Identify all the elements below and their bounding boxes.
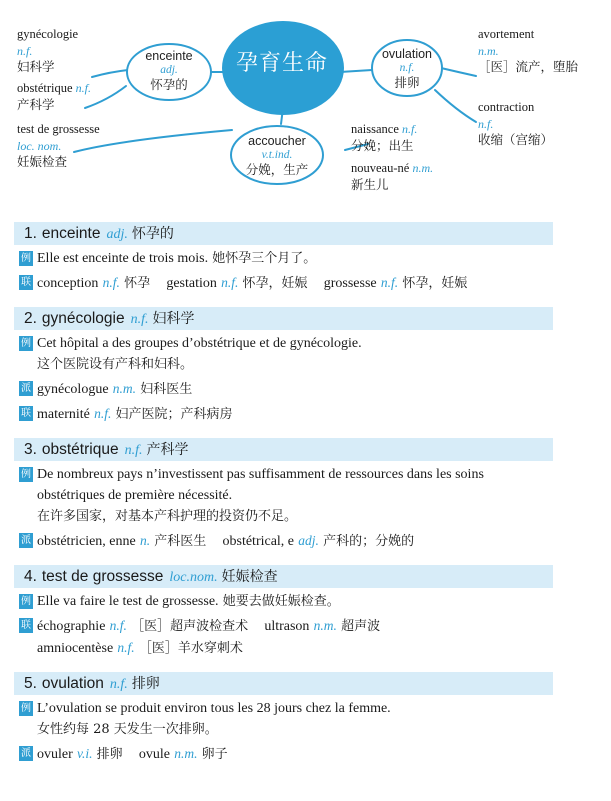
entry-header xyxy=(14,565,553,588)
derived-word: gynécologue xyxy=(37,382,109,397)
example-zh: 女性约每 28 天发生一次排卵。 xyxy=(37,722,218,737)
example-zh: 这个医院设有产科和妇科。 xyxy=(37,357,194,372)
bubble-pos: v.t.ind. xyxy=(261,149,293,161)
example-zh: 她要去做妊娠检查。 xyxy=(222,594,340,609)
entry-gynecologie xyxy=(0,307,611,425)
derived-zh: 产科的；分娩的 xyxy=(323,534,415,549)
entry-pos: n.f. xyxy=(124,443,143,458)
bubble-word: enceinte xyxy=(145,49,193,63)
derived-zh: 卵子 xyxy=(201,747,228,762)
related-zh: ［医］超声波检查术 xyxy=(131,619,249,634)
term-zh: 产科学 xyxy=(17,96,55,112)
entry-headword: gynécologie xyxy=(41,310,125,327)
related-zh: ［医］羊水穿刺术 xyxy=(138,641,243,656)
related-word: amniocentèse xyxy=(37,641,114,656)
bubble-pos: n.f. xyxy=(399,62,415,74)
entry-headword: test de grossesse xyxy=(41,568,164,585)
example-tag: 例 xyxy=(21,253,31,264)
related-pos: n.f. xyxy=(117,640,135,655)
example-fr: Elle va faire le test de grossesse. xyxy=(37,594,219,609)
term-word: naissance xyxy=(351,122,399,136)
example-row xyxy=(0,698,611,740)
connector-ovulation xyxy=(340,70,372,72)
example-row xyxy=(0,591,611,612)
derived-word: ovuler xyxy=(37,747,73,762)
entry-zh: 产科学 xyxy=(146,442,189,458)
center-title: 孕育生命 xyxy=(235,51,328,76)
entry-zh: 妇科学 xyxy=(152,311,195,327)
term-word: contraction xyxy=(478,100,535,114)
example-fr: Elle est enceinte de trois mois. xyxy=(37,251,209,266)
connector-left-mid xyxy=(85,86,126,108)
example-zh: 她怀孕三个月了。 xyxy=(212,251,317,266)
related-word: ultrason xyxy=(264,619,310,634)
example-tag: 例 xyxy=(21,469,31,480)
related-tag: 联 xyxy=(21,620,31,631)
derived-row xyxy=(0,743,611,765)
term-pos: n.f. xyxy=(75,81,92,95)
bubble-enceinte xyxy=(127,49,211,93)
term-word: avortement xyxy=(478,27,535,41)
entry-pos: adj. xyxy=(106,227,128,242)
term-pos: n.f. xyxy=(17,43,33,58)
entry-number: 3. xyxy=(24,441,37,458)
term-zh: 收缩（宫缩） xyxy=(478,132,554,147)
related-row xyxy=(0,272,611,294)
entry-number: 1. xyxy=(24,225,37,242)
derived-zh: 妇科医生 xyxy=(140,382,193,397)
entry-zh: 怀孕的 xyxy=(131,226,174,242)
entry-number: 4. xyxy=(24,568,37,585)
entry-headword: enceinte xyxy=(41,225,101,242)
related-pos: n.f. xyxy=(102,275,120,290)
bubble-ovulation xyxy=(372,47,442,91)
entry-enceinte xyxy=(0,222,611,294)
term-pos: n.f. xyxy=(402,122,418,136)
entry-obstetrique xyxy=(0,438,611,552)
example-row xyxy=(0,333,611,375)
related-zh: 怀孕，妊娠 xyxy=(242,276,308,291)
related-word: gestation xyxy=(166,276,217,291)
related-zh: 妇产医院；产科病房 xyxy=(115,407,233,422)
term-pos: n.f. xyxy=(478,116,494,131)
entry-pos: n.f. xyxy=(109,677,128,692)
right-term-contraction xyxy=(478,99,588,149)
derived-pos: n.m. xyxy=(174,746,198,761)
related-row xyxy=(0,403,611,425)
derived-pos: v.i. xyxy=(76,746,93,761)
term-zh: ［医］流产，堕胎 xyxy=(478,59,579,74)
connector-right-top xyxy=(441,68,476,76)
bubble-word: ovulation xyxy=(381,47,433,61)
entry-number: 2. xyxy=(24,310,37,327)
connector-right-mid xyxy=(435,90,476,122)
example-fr: L’ovulation se produit environ tous les 28 jours chez la femme. xyxy=(37,701,391,716)
example-tag: 例 xyxy=(21,596,31,607)
entry-pos: n.f. xyxy=(130,312,149,327)
related-zh: 怀孕 xyxy=(124,276,151,291)
left-term-test-de-grossesse xyxy=(17,121,107,171)
derived-pos: n. xyxy=(139,533,151,548)
related-zh: 怀孕，妊娠 xyxy=(402,276,468,291)
entry-header xyxy=(14,222,553,245)
entry-test-de-grossesse xyxy=(0,565,611,659)
derived-word: obstétricien, enne xyxy=(37,534,136,549)
bubble-pos: adj. xyxy=(160,64,178,76)
entry-number: 5. xyxy=(24,675,37,692)
derived-word: obstétrical, e xyxy=(222,534,295,549)
example-fr: Cet hôpital a des groupes d’obstétrique et de gynécologie. xyxy=(37,336,362,351)
entry-headword: ovulation xyxy=(41,675,104,692)
entry-pos: loc.nom. xyxy=(169,570,218,585)
bubble-zh: 怀孕的 xyxy=(150,77,188,92)
bubble-zh: 分娩，生产 xyxy=(245,162,309,177)
entry-headword: obstétrique xyxy=(41,441,119,458)
example-tag: 例 xyxy=(21,703,31,714)
related-pos: n.f. xyxy=(221,275,239,290)
entry-ovulation xyxy=(0,672,611,765)
term-zh: 妊娠检查 xyxy=(17,154,68,169)
related-word: grossesse xyxy=(323,276,377,291)
term-zh: 新生儿 xyxy=(351,176,389,192)
bubble-word: accoucher xyxy=(248,134,306,148)
term-word: test de grossesse xyxy=(17,122,100,136)
right-term-naissance xyxy=(351,121,461,154)
derived-pos: n.m. xyxy=(112,381,136,396)
entry-header xyxy=(14,672,553,695)
derived-pos: adj. xyxy=(298,533,319,548)
related-pos: n.m. xyxy=(313,618,337,633)
entry-zh: 妊娠检查 xyxy=(221,569,278,585)
entry-header xyxy=(14,307,553,330)
entry-zh: 排卵 xyxy=(131,676,160,692)
derived-row xyxy=(0,530,611,552)
derived-zh: 排卵 xyxy=(96,747,123,762)
related-pos: n.f. xyxy=(380,275,399,290)
term-pos: n.m. xyxy=(412,161,434,175)
term-word: obstétrique xyxy=(17,81,73,95)
example-row xyxy=(0,248,611,269)
left-term-gynecologie xyxy=(17,26,78,76)
term-zh: 妇科学 xyxy=(17,59,55,74)
example-fr-line-1: De nombreux pays n’investissent pas suffisamment de ressources dans les soins xyxy=(37,467,484,482)
derived-word: ovule xyxy=(138,747,170,762)
derived-tag: 派 xyxy=(21,383,31,394)
example-tag: 例 xyxy=(21,338,31,349)
term-pos: loc. nom. xyxy=(17,138,62,153)
related-word: maternité xyxy=(37,407,90,422)
related-row xyxy=(0,615,611,659)
left-term-obstetrique xyxy=(17,80,91,113)
derived-zh: 产科医生 xyxy=(154,534,207,549)
connector-left-top xyxy=(92,70,128,77)
example-fr-line-2: obstétriques de première nécessité. xyxy=(37,488,233,503)
mind-map xyxy=(0,0,611,205)
right-term-avortement xyxy=(478,26,588,76)
example-zh: 在许多国家，对基本产科护理的投资仍不足。 xyxy=(37,509,298,524)
term-zh: 分娩；出生 xyxy=(351,137,414,153)
vocabulary-entries xyxy=(0,222,611,778)
example-row xyxy=(0,464,611,527)
bubble-zh: 排卵 xyxy=(394,75,420,90)
related-pos: n.f. xyxy=(109,618,127,633)
derived-row xyxy=(0,378,611,400)
related-pos: n.f. xyxy=(94,406,112,421)
term-pos: n.m. xyxy=(478,43,499,58)
related-tag: 联 xyxy=(21,277,31,288)
related-zh: 超声波 xyxy=(341,619,381,634)
right-term-nouveau-ne xyxy=(351,160,471,193)
derived-tag: 派 xyxy=(21,535,31,546)
related-word: conception xyxy=(37,276,99,291)
term-word: nouveau-né xyxy=(351,161,410,175)
entry-header xyxy=(14,438,553,461)
related-word: échographie xyxy=(37,619,106,634)
derived-tag: 派 xyxy=(21,748,31,759)
related-tag: 联 xyxy=(21,408,31,419)
term-word: gynécologie xyxy=(17,27,79,41)
bubble-accoucher xyxy=(231,134,323,178)
